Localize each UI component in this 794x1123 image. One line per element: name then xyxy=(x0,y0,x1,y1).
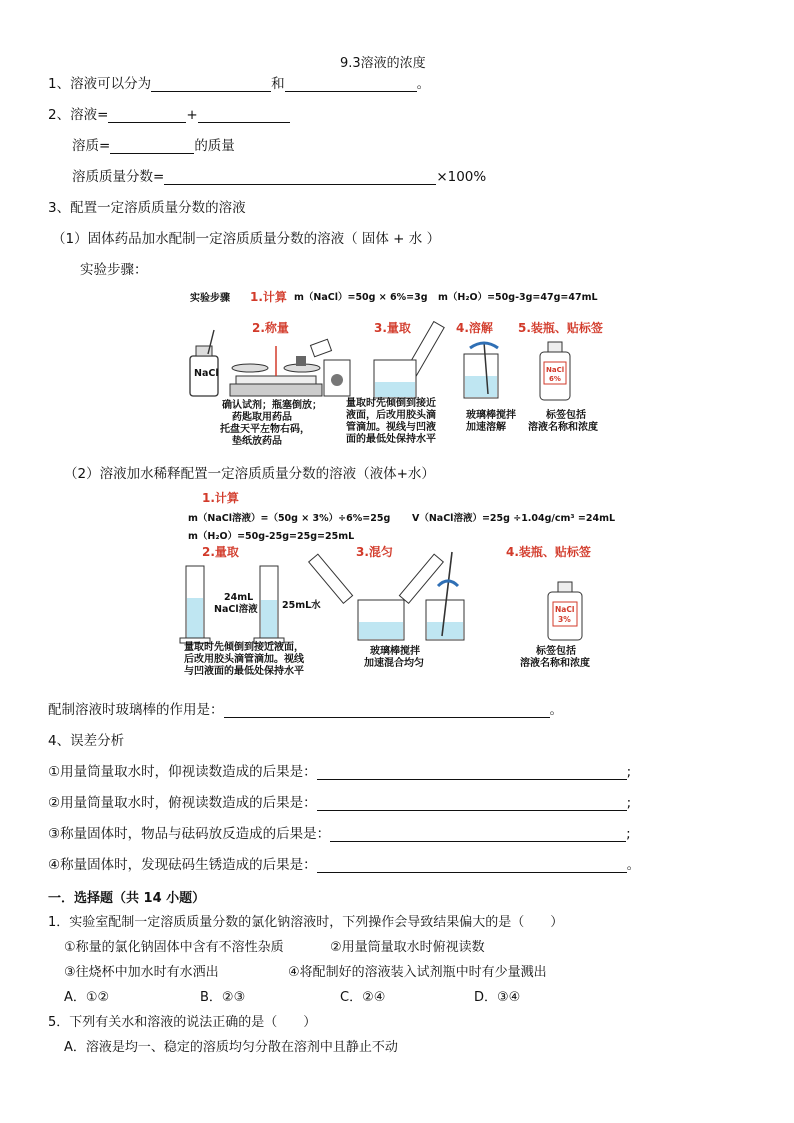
q4-blank-2 xyxy=(317,796,627,811)
q1-mid: 和 xyxy=(271,76,285,92)
q1-end: 。 xyxy=(416,76,431,92)
q4-heading: 4、误差分析 xyxy=(48,733,125,749)
fig1-step4: 4.溶解 xyxy=(456,321,493,335)
fig2-cap4-line2: 溶液名称和浓度 xyxy=(520,658,590,669)
fig2-formula1: m（NaCl溶液）=（50g × 3%）÷6%=25g xyxy=(188,513,391,524)
fig1-cap4-line2: 加速溶解 xyxy=(466,422,506,433)
fig1-cap2-line2: 药匙取用药品 xyxy=(232,412,292,423)
fig2-cap3-line1: 玻璃棒搅拌 xyxy=(370,646,420,657)
rod-prefix: 配制溶液时玻璃棒的作用是： xyxy=(48,702,224,718)
fig2-step3: 3.混匀 xyxy=(356,545,393,559)
mc-q1-opt1: ①称量的氯化钠固体中含有不溶性杂质 xyxy=(64,940,284,955)
q1-blank-2 xyxy=(285,77,417,92)
q4-blank-1 xyxy=(317,765,627,780)
q2-blank-2 xyxy=(198,108,290,123)
mc-q1-choice-c[interactable]: C．②④ xyxy=(340,990,386,1005)
q1-blank-1 xyxy=(151,77,271,92)
q4-item-2-end: ; xyxy=(626,795,632,811)
q3-part1: （1）固体药品加水配制一定溶质质量分数的溶液（ 固体 + 水 ） xyxy=(52,231,441,247)
fig1-step5: 5.装瓶、贴标签 xyxy=(518,321,603,335)
fig2-cap3-line2: 加速混合均匀 xyxy=(364,658,424,669)
fig2-cap2-line3: 与凹液面的最低处保持水平 xyxy=(184,666,304,677)
fig1-cap3-line3: 管滴加。视线与凹液 xyxy=(346,422,436,433)
fig1-cap5-line2: 溶液名称和浓度 xyxy=(528,422,598,433)
q3-heading: 3、配置一定溶质质量分数的溶液 xyxy=(48,200,246,216)
fig1-step1: 1.计算 xyxy=(250,290,287,304)
q2-solute-suffix: 的质量 xyxy=(194,138,235,154)
q2-blank-4 xyxy=(164,170,436,185)
question-2-line-2 xyxy=(72,134,235,154)
fig1-header: 实验步骤 xyxy=(190,293,230,304)
cylinder-water-icon xyxy=(254,566,284,643)
mc-q1-opt2: ②用量筒量取水时俯视读数 xyxy=(330,940,485,955)
cylinder-nacl-icon xyxy=(180,566,210,643)
q4-item-1-text: ①用量筒量取水时，仰视读数造成的后果是： xyxy=(48,764,317,780)
q2-fraction-suffix: ×100% xyxy=(436,169,487,185)
fig2-cyl1-volume: 24mL xyxy=(224,592,254,603)
fig1-cap2-line3: 托盘天平左物右码， xyxy=(220,424,310,435)
q4-item-2 xyxy=(48,791,631,811)
fig1-step2: 2.称量 xyxy=(252,321,289,335)
labeled-bottle-3pct-icon xyxy=(548,582,582,640)
fig1-step3: 3.量取 xyxy=(374,321,411,335)
fig2-cap2-line1: 量取时先倾倒到接近液面， xyxy=(184,642,304,653)
reagent-bottle-label: NaCl xyxy=(194,368,219,379)
q2-blank-1 xyxy=(108,108,186,123)
mc-q5-choice-a[interactable]: A．溶液是均一、稳定的溶质均匀分散在溶剂中且静止不动 xyxy=(64,1040,398,1055)
mc-q1-choice-a[interactable]: A．①② xyxy=(64,990,110,1005)
q2-solute-prefix: 溶质= xyxy=(72,138,111,154)
balance-icon xyxy=(230,346,322,396)
fig1-cap5-line1: 标签包括 xyxy=(546,410,586,421)
q2-fraction-prefix: 溶质质量分数= xyxy=(72,169,165,185)
question-2-line-1 xyxy=(48,103,290,123)
dissolving-beaker-icon xyxy=(464,342,498,398)
q2-plus: + xyxy=(186,107,198,123)
q1-prefix: 1、溶液可以分为 xyxy=(48,76,152,92)
fig1-cap2-line4: 垫纸放药品 xyxy=(232,436,282,447)
fig1-cap3-line2: 液面，后改用胶头滴 xyxy=(346,410,436,421)
fig2-bottle-pct: 3% xyxy=(558,615,571,624)
fig2-cap2-line2: 后改用胶头滴管滴加。视线 xyxy=(184,654,304,665)
q4-item-4-text: ④称量固体时，发现砝码生锈造成的后果是： xyxy=(48,857,317,873)
fig2-cap4-line1: 标签包括 xyxy=(536,646,576,657)
fig2-formula3: m（H₂O）=50g-25g=25g=25mL xyxy=(188,531,355,542)
fig1-cap4-line1: 玻璃棒搅拌 xyxy=(466,410,516,421)
q4-blank-3 xyxy=(330,827,626,842)
q4-item-1 xyxy=(48,760,631,780)
fig2-bottle-text: NaCl xyxy=(555,605,575,614)
mc-q1-opt4: ④将配制好的溶液装入试剂瓶中时有少量溅出 xyxy=(288,965,547,980)
rod-end: 。 xyxy=(549,702,563,718)
fig1-cap3-line4: 面的最低处保持水平 xyxy=(346,434,436,445)
q4-blank-4 xyxy=(317,858,627,873)
mixing-beakers-icon xyxy=(309,552,464,640)
question-2-line-3 xyxy=(72,165,486,185)
fig1-formula1: m（NaCl）=50g × 6%=3g xyxy=(294,292,428,303)
page-title: 9.3溶液的浓度 xyxy=(340,56,426,71)
fig2-formula2: V（NaCl溶液）=25g ÷1.04g/cm³ =24mL xyxy=(412,513,616,524)
figure-solid-preparation xyxy=(184,284,624,447)
fig2-step4: 4.装瓶、贴标签 xyxy=(506,545,591,559)
q4-item-4-end: 。 xyxy=(626,857,641,873)
fig1-formula2: m（H₂O）=50g-3g=47g=47mL xyxy=(438,292,598,303)
q4-item-1-end: ; xyxy=(626,764,632,780)
glass-rod-question xyxy=(48,698,563,718)
fig1-bottle-text: NaCl xyxy=(546,366,565,374)
mc-q1-choice-b[interactable]: B．②③ xyxy=(200,990,246,1005)
q4-item-3 xyxy=(48,822,631,842)
q2-blank-3 xyxy=(110,139,194,154)
labeled-bottle-icon xyxy=(540,342,570,400)
q4-item-2-text: ②用量筒量取水时，俯视读数造成的后果是： xyxy=(48,795,317,811)
figure-dilution-preparation xyxy=(186,488,626,682)
fig1-cap2-line1: 确认试剂；瓶塞倒放； xyxy=(222,400,322,411)
q3-steps-label: 实验步骤： xyxy=(80,262,148,278)
fig1-cap3-line1: 量取时先倾倒到接近 xyxy=(346,398,436,409)
rod-blank xyxy=(224,703,550,718)
fig2-cyl1-name: NaCl溶液 xyxy=(214,604,258,615)
mc-q1-opt3: ③往烧杯中加水时有水洒出 xyxy=(64,965,219,980)
mc-question-5: 5．下列有关水和溶液的说法正确的是（ ） xyxy=(48,1015,317,1030)
mc-question-1: 1．实验室配制一定溶质质量分数的氯化钠溶液时，下列操作会导致结果偏大的是（ ） xyxy=(48,915,564,930)
mc-q1-choice-d[interactable]: D．③④ xyxy=(474,990,521,1005)
fig1-bottle-pct: 6% xyxy=(549,375,561,383)
reagent-bottle-icon xyxy=(190,330,219,396)
fig2-step1: 1.计算 xyxy=(202,491,239,505)
q2-prefix: 2、溶液= xyxy=(48,107,109,123)
fig2-cyl2-label: 25mL水 xyxy=(282,600,321,611)
q4-item-3-end: ; xyxy=(626,826,631,842)
q4-item-4 xyxy=(48,853,640,873)
q3-part2: （2）溶液加水稀释配置一定溶质质量分数的溶液（液体+水） xyxy=(64,466,435,482)
fig2-step2: 2.量取 xyxy=(202,545,239,559)
mc-heading: 一．选择题（共 14 小题） xyxy=(48,891,206,906)
q4-item-3-text: ③称量固体时，物品与砝码放反造成的后果是： xyxy=(48,826,331,842)
question-1 xyxy=(48,72,430,92)
